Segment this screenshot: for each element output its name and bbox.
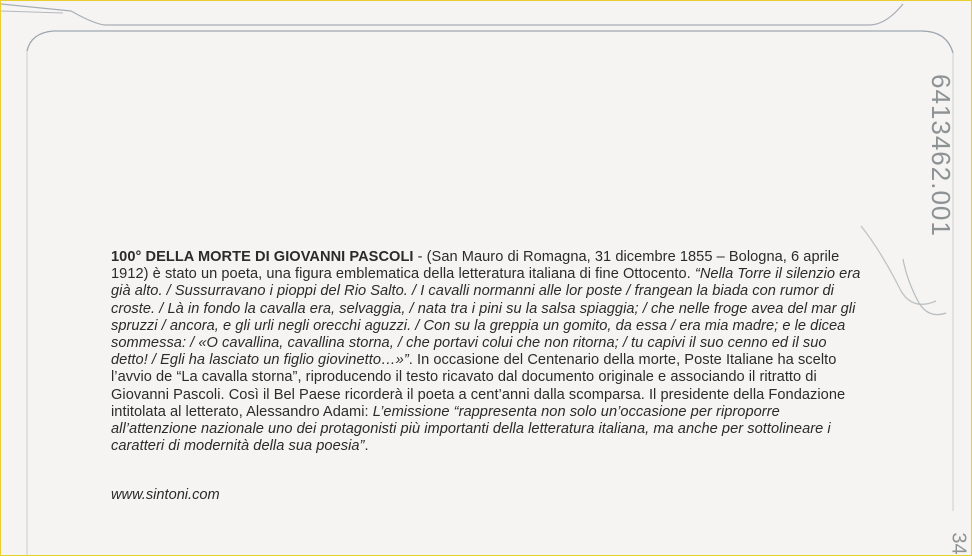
description-paragraph	[111, 249, 863, 455]
handwritten-code: 6413462.001	[926, 74, 956, 237]
bio-text: - (San Mauro di Romagna, 31 dicembre 1855 – Bologna, 6 aprile 1912) è stato un poeta, una figura emblematica della letteratura italiana di fine Ottocento.	[111, 249, 840, 283]
poem-quote: “Nella Torre il silenzio era già alto. / Sussurravano i pioppi del Rio Salto. / I cavalli normanni alle lor poste / frangean la biada con rumor di croste. / Là in fondo la cavalla era, selvaggia, / nata tra i pini su la salsa spiaggia; / che nelle froge avea del mar gli spruzzi / ancora, e gli urli negli orecchi aguzzi. / Con su la greppia un gomito, da essa / era mia madre; e le dicea sommessa: / «O cavallina, cavallina storna, / che portavi colui che non ritorna; / tu capivi il suo cenno ed il suo detto! / Egli ha lasciato un figlio giovinetto…»”	[111, 266, 861, 369]
closing-period: .	[364, 438, 369, 455]
website-link[interactable]: www.sintoni.com	[111, 487, 220, 503]
centenary-text: . In occasione del Centenario della morte, Poste Italiane ha scelto l’avvio de “La cavalla storna”, riproducendo il testo ricavato dal documento originale e associando il ritratto di Giovanni Pascoli. Così il Bel Paese ricorderà il poeta a cent’anni dalla scomparsa. Il presidente della Fondazione intitolata al letterato, Alessandro Adami:	[111, 352, 846, 420]
president-quote: L’emissione “rappresenta non solo un’occasione per riproporre all’attenzione nazionale uno dei protagonisti più importanti della letteratura italiana, ma anche per sottolineare i caratteri di modernità della sua poesia”	[111, 403, 831, 455]
handwritten-corner-mark: 34	[947, 532, 970, 555]
headline: 100° DELLA MORTE DI GIOVANNI PASCOLI	[111, 249, 414, 265]
